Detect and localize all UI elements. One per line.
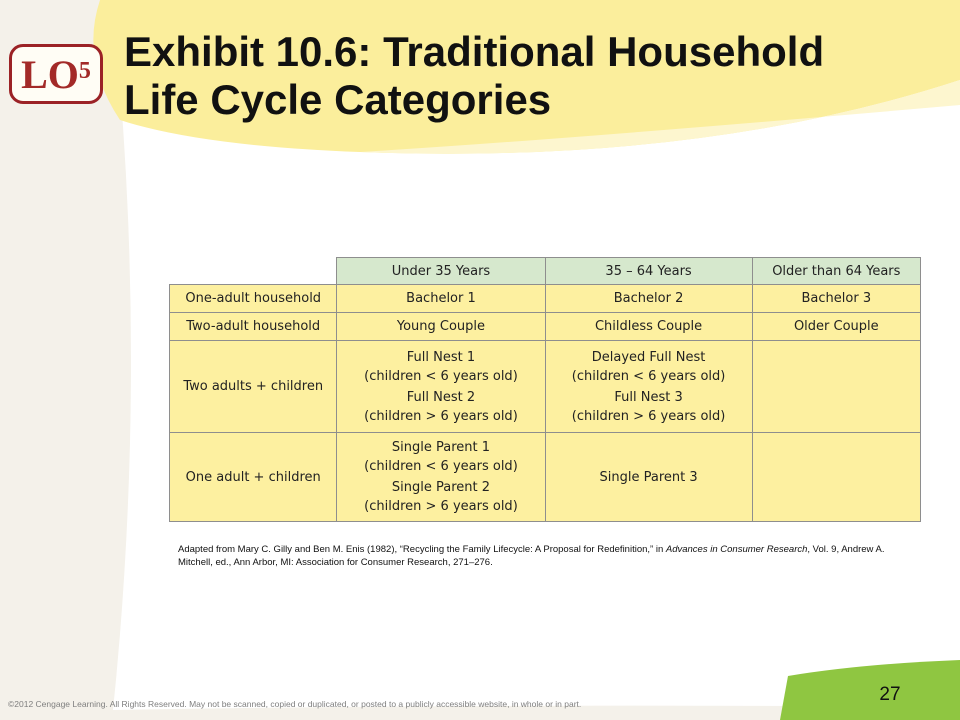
source-citation-journal: Advances in Consumer Research	[665, 544, 808, 555]
cell-single-parent-under-35	[337, 433, 545, 522]
cell-line: (children < 6 years old)	[571, 368, 726, 384]
cell-bachelor-3: Bachelor 3	[752, 285, 920, 313]
table-header-blank	[170, 258, 337, 285]
cell-bachelor-1: Bachelor 1	[337, 285, 545, 313]
slide-title-line-1: Exhibit 10.6: Traditional Household	[124, 28, 825, 75]
cell-line: Full Nest 2	[406, 389, 476, 405]
page-number: 27	[879, 684, 901, 705]
cell-line: Full Nest 3	[614, 389, 683, 405]
cell-line: (children > 6 years old)	[364, 408, 518, 424]
cell-full-nest-35-64	[545, 341, 752, 433]
source-citation-suffix: , Vol. 9, Andrew A. Mitchell, ed., Ann Arbor, MI: Association for Consumer Research, 271–276.	[178, 544, 885, 568]
learning-objective-badge	[9, 44, 103, 104]
header-35-64: 35 – 64 Years	[545, 258, 752, 285]
slide-title-line-2: Life Cycle Categories	[124, 76, 552, 123]
cell-line: Single Parent 2	[391, 480, 491, 495]
cell-childless-couple: Childless Couple	[545, 313, 752, 341]
table-row	[170, 341, 921, 433]
cell-line: Delayed Full Nest	[591, 349, 706, 365]
cell-full-nest-under-35	[337, 341, 545, 433]
cell-older-couple: Older Couple	[752, 313, 920, 341]
row-label-two-adults-children: Two adults + children	[170, 341, 337, 433]
slide-title	[124, 28, 924, 124]
cell-bachelor-2: Bachelor 2	[545, 285, 752, 313]
table-row	[170, 285, 921, 313]
cell-line: (children < 6 years old)	[364, 368, 518, 384]
cell-single-parent-3: Single Parent 3	[545, 433, 752, 522]
cell-line: (children > 6 years old)	[571, 408, 726, 424]
learning-objective-number: 5	[78, 58, 91, 84]
row-label-one-adult: One-adult household	[170, 285, 337, 313]
row-label-two-adult: Two-adult household	[170, 313, 337, 341]
cell-line: (children > 6 years old)	[364, 499, 518, 514]
learning-objective-label: $LO^5$	[21, 52, 91, 97]
table-header-row	[170, 258, 921, 285]
table-row	[170, 313, 921, 341]
source-citation	[178, 543, 918, 569]
copyright-notice: ©2012 Cengage Learning. All Rights Reserved. May not be scanned, copied or duplicated, or posted to a publicly accessible website, in whole or in part.	[8, 699, 582, 709]
cell-line: Single Parent 1	[391, 440, 491, 455]
left-side-curve	[0, 0, 131, 720]
cell-empty-older-two-adults	[752, 341, 920, 433]
life-cycle-table	[169, 257, 921, 522]
header-under-35: Under 35 Years	[337, 258, 545, 285]
cell-line: (children < 6 years old)	[364, 459, 518, 474]
cell-line: Full Nest 1	[406, 349, 476, 365]
row-label-one-adult-children: One adult + children	[170, 433, 337, 522]
cell-young-couple: Young Couple	[337, 313, 545, 341]
header-older-64: Older than 64 Years	[752, 258, 920, 285]
cell-empty-older-one-adult	[752, 433, 920, 522]
table-row	[170, 433, 921, 522]
source-citation-prefix: Adapted from Mary C. Gilly and Ben M. Enis (1982), “Recycling the Family Lifecycle: A Proposal for Redefinition,” in	[178, 544, 666, 555]
